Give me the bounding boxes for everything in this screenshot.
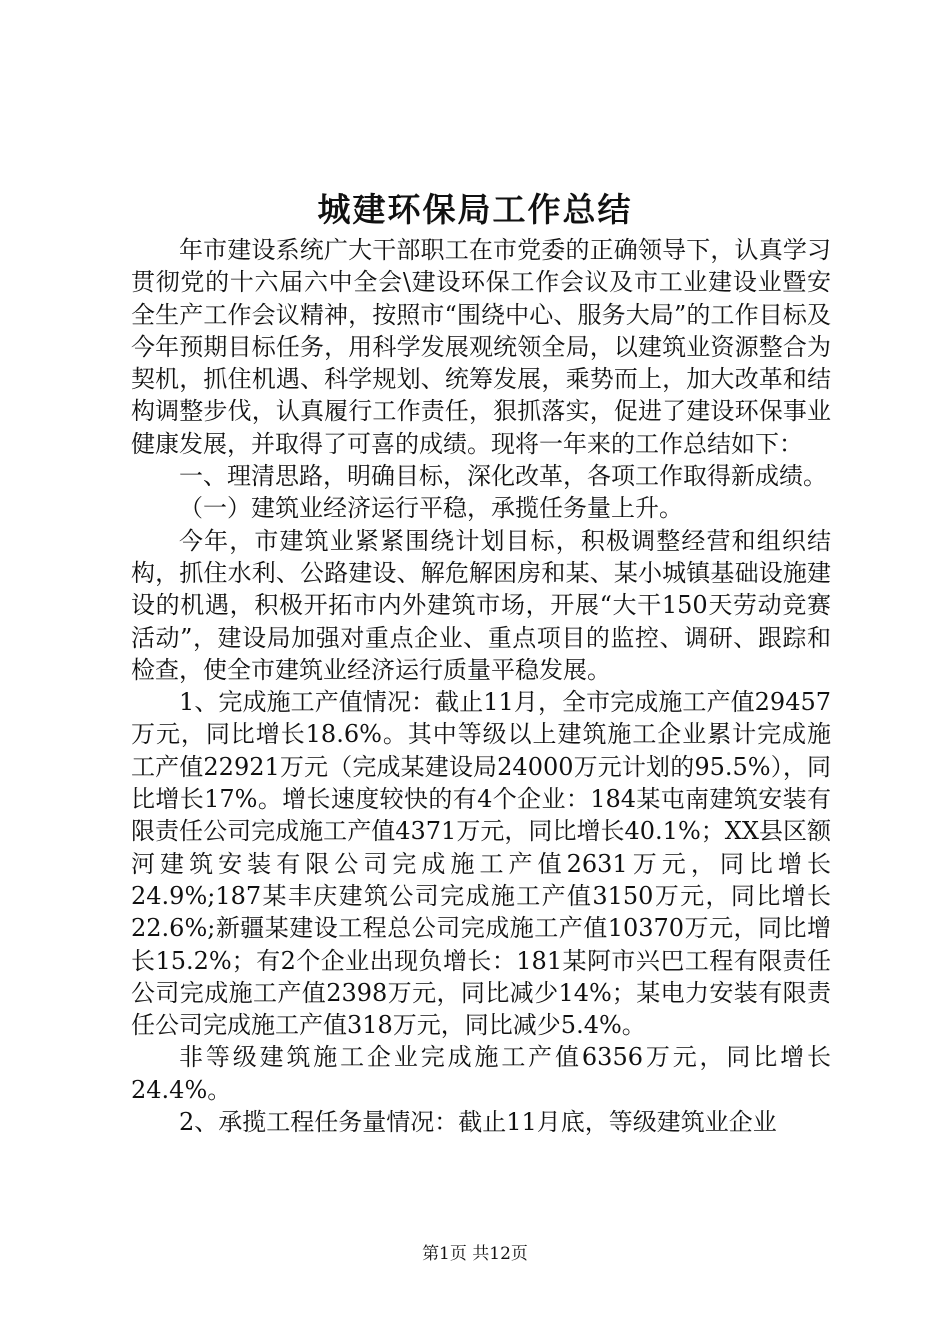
- paragraph-section-1-heading: 一、理清思路，明确目标，深化改革，各项工作取得新成绩。: [179, 462, 827, 491]
- page-footer: 第1页 共12页: [422, 1244, 528, 1264]
- paragraph-output-value: 1、完成施工产值情况：截止11月，全市完成施工产值29457万元，同比增长18.6%。其中等级以上建筑施工企业累计完成施工产值22921万元（完成某建设局24000万元计划的95.5%），同比增长17%。增长速度较快的有4个企业：184某屯南建筑安装有限责任公司完成施工产值4371万元，同比增长40.1%；XX县区额河建筑安装有限公司完成施工产值2631万元，同比增长24.9%;187某丰庆建筑公司完成施工产值3150万元，同比增长22.6%;新疆某建设工程总公司完成施工产值10370万元，同比增长15.2%；有2个企业出现负增长：181某阿市兴巴工程有限责任公司完成施工产值2398万元，同比减少14%；某电力安装有限责任公司完成施工产值318万元，同比减少5.4%。: [131, 688, 831, 1040]
- paragraph-non-grade-output: 非等级建筑施工企业完成施工产值6356万元，同比增长24.4%。: [131, 1043, 831, 1104]
- paragraph-contract-volume: 2、承揽工程任务量情况：截止11月底，等级建筑业企业: [179, 1108, 777, 1137]
- paragraph-construction-overview: 今年，市建筑业紧紧围绕计划目标，积极调整经营和组织结构，抓住水利、公路建设、解危解困房和某、某小城镇基础设施建设的机遇，积极开拓市内外建筑市场，开展“大干150天劳动竞赛活动”，建设局加强对重点企业、重点项目的监控、调研、跟踪和检查，使全市建筑业经济运行质量平稳发展。: [131, 526, 831, 684]
- document-body: [131, 234, 831, 1138]
- paragraph-subsection-1-heading: （一）建筑业经济运行平稳，承揽任务量上升。: [179, 494, 683, 523]
- document-title: 城建环保局工作总结: [317, 190, 633, 229]
- paragraph-intro: 年市建设系统广大干部职工在市党委的正确领导下，认真学习贯彻党的十六届六中全会\建设环保工作会议及市工业建设业暨安全生产工作会议精神，按照市“围绕中心、服务大局”的工作目标及今年预期目标任务，用科学发展观统领全局，以建筑业资源整合为契机，抓住机遇、科学规划、统筹发展，乘势而上，加大改革和结构调整步伐，认真履行工作责任，狠抓落实，促进了建设环保事业健康发展，并取得了可喜的成绩。现将一年来的工作总结如下：: [131, 236, 831, 458]
